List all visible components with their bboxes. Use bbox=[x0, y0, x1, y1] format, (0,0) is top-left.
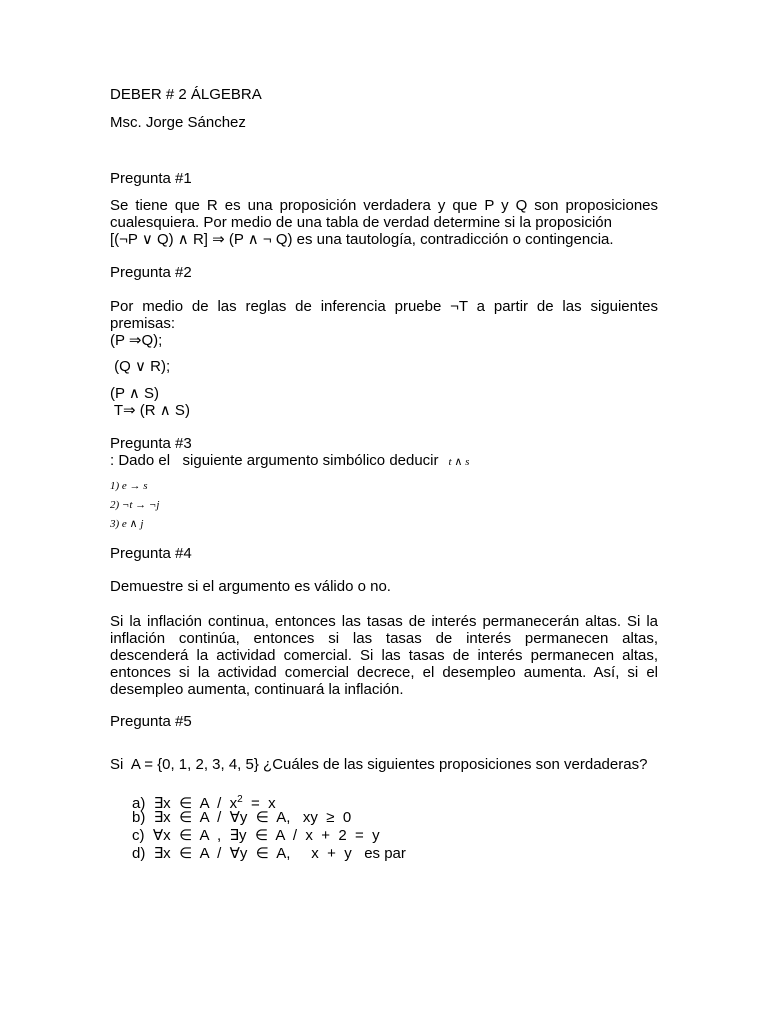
question-4-heading: Pregunta #4 bbox=[110, 545, 192, 562]
question-3-heading: Pregunta #3 bbox=[110, 435, 192, 452]
question-1-line: [(¬P ∨ Q) ∧ R] ⇒ (P ∧ ¬ Q) es una tautología, contradicción o contingencia. bbox=[110, 231, 614, 248]
question-2-heading: Pregunta #2 bbox=[110, 264, 192, 281]
option-expression: ∃x ∈ A / ∀y ∈ A, xy ≥ 0 bbox=[153, 809, 352, 826]
premise: (P ∧ S) bbox=[110, 385, 160, 402]
option-expression: ∃x ∈ A / ∀y ∈ A, x + y es par bbox=[153, 845, 406, 862]
argument-step: 2) ¬t → ¬j bbox=[110, 499, 160, 511]
option-exponent: 2 bbox=[237, 794, 243, 805]
author-name: Msc. Jorge Sánchez bbox=[110, 114, 246, 131]
question-5-text: Si A = {0, 1, 2, 3, 4, 5} ¿Cuáles de las siguientes proposiciones son verdaderas? bbox=[110, 756, 648, 773]
question-1-heading: Pregunta #1 bbox=[110, 170, 192, 187]
option-label: d) bbox=[132, 845, 146, 862]
question-2-intro bbox=[110, 298, 658, 332]
question-1-line: cualesquiera. Por medio de una tabla de verdad determine si la proposición bbox=[110, 214, 612, 231]
argument-step: 1) e → s bbox=[110, 480, 148, 492]
question-1-body bbox=[110, 197, 658, 248]
question-2-line: premisas: bbox=[110, 315, 176, 332]
question-3-prompt bbox=[110, 452, 658, 471]
option-label: a) bbox=[132, 795, 146, 812]
option-label: c) bbox=[132, 827, 145, 844]
option-b bbox=[132, 809, 351, 826]
question-4-line: inflación continúa, entonces si las tasas de interés permanecen altas, bbox=[110, 630, 658, 647]
question-3-target: t ∧ s bbox=[448, 456, 470, 468]
option-expression-end: = x bbox=[242, 795, 276, 812]
option-label: b) bbox=[132, 809, 146, 826]
option-expression: ∀x ∈ A , ∃y ∈ A / x + 2 = y bbox=[152, 827, 380, 844]
question-4-instruction: Demuestre si el argumento es válido o no. bbox=[110, 578, 391, 595]
option-c bbox=[132, 827, 380, 844]
question-4-line: entonces si la actividad comercial decrece, el desempleo aumenta. Así, si el bbox=[110, 664, 658, 681]
question-4-line: desempleo aumenta, continuará la inflación. bbox=[110, 681, 404, 698]
question-5-heading: Pregunta #5 bbox=[110, 713, 192, 730]
argument-step: 3) e ∧ j bbox=[110, 518, 144, 530]
question-4-line: Si la inflación continua, entonces las tasas de interés permanecerán altas. Si la bbox=[110, 613, 658, 630]
premise: (Q ∨ R); bbox=[110, 358, 171, 375]
question-1-line: Se tiene que R es una proposición verdadera y que P y Q son proposiciones bbox=[110, 197, 658, 214]
question-3-prompt-text: : Dado el siguiente argumento simbólico deducir bbox=[110, 452, 439, 469]
question-4-line: descenderá la actividad comercial. Si las tasas de interés permanecen altas, bbox=[110, 647, 658, 664]
premise: (P ⇒Q); bbox=[110, 332, 163, 349]
option-d bbox=[132, 845, 406, 862]
question-4-body bbox=[110, 613, 658, 698]
question-2-line: Por medio de las reglas de inferencia pruebe ¬T a partir de las siguientes bbox=[110, 298, 658, 315]
premise: T⇒ (R ∧ S) bbox=[110, 402, 190, 419]
document-title: DEBER # 2 ÁLGEBRA bbox=[110, 86, 262, 103]
option-expression: ∃x ∈ A / x bbox=[153, 795, 238, 812]
